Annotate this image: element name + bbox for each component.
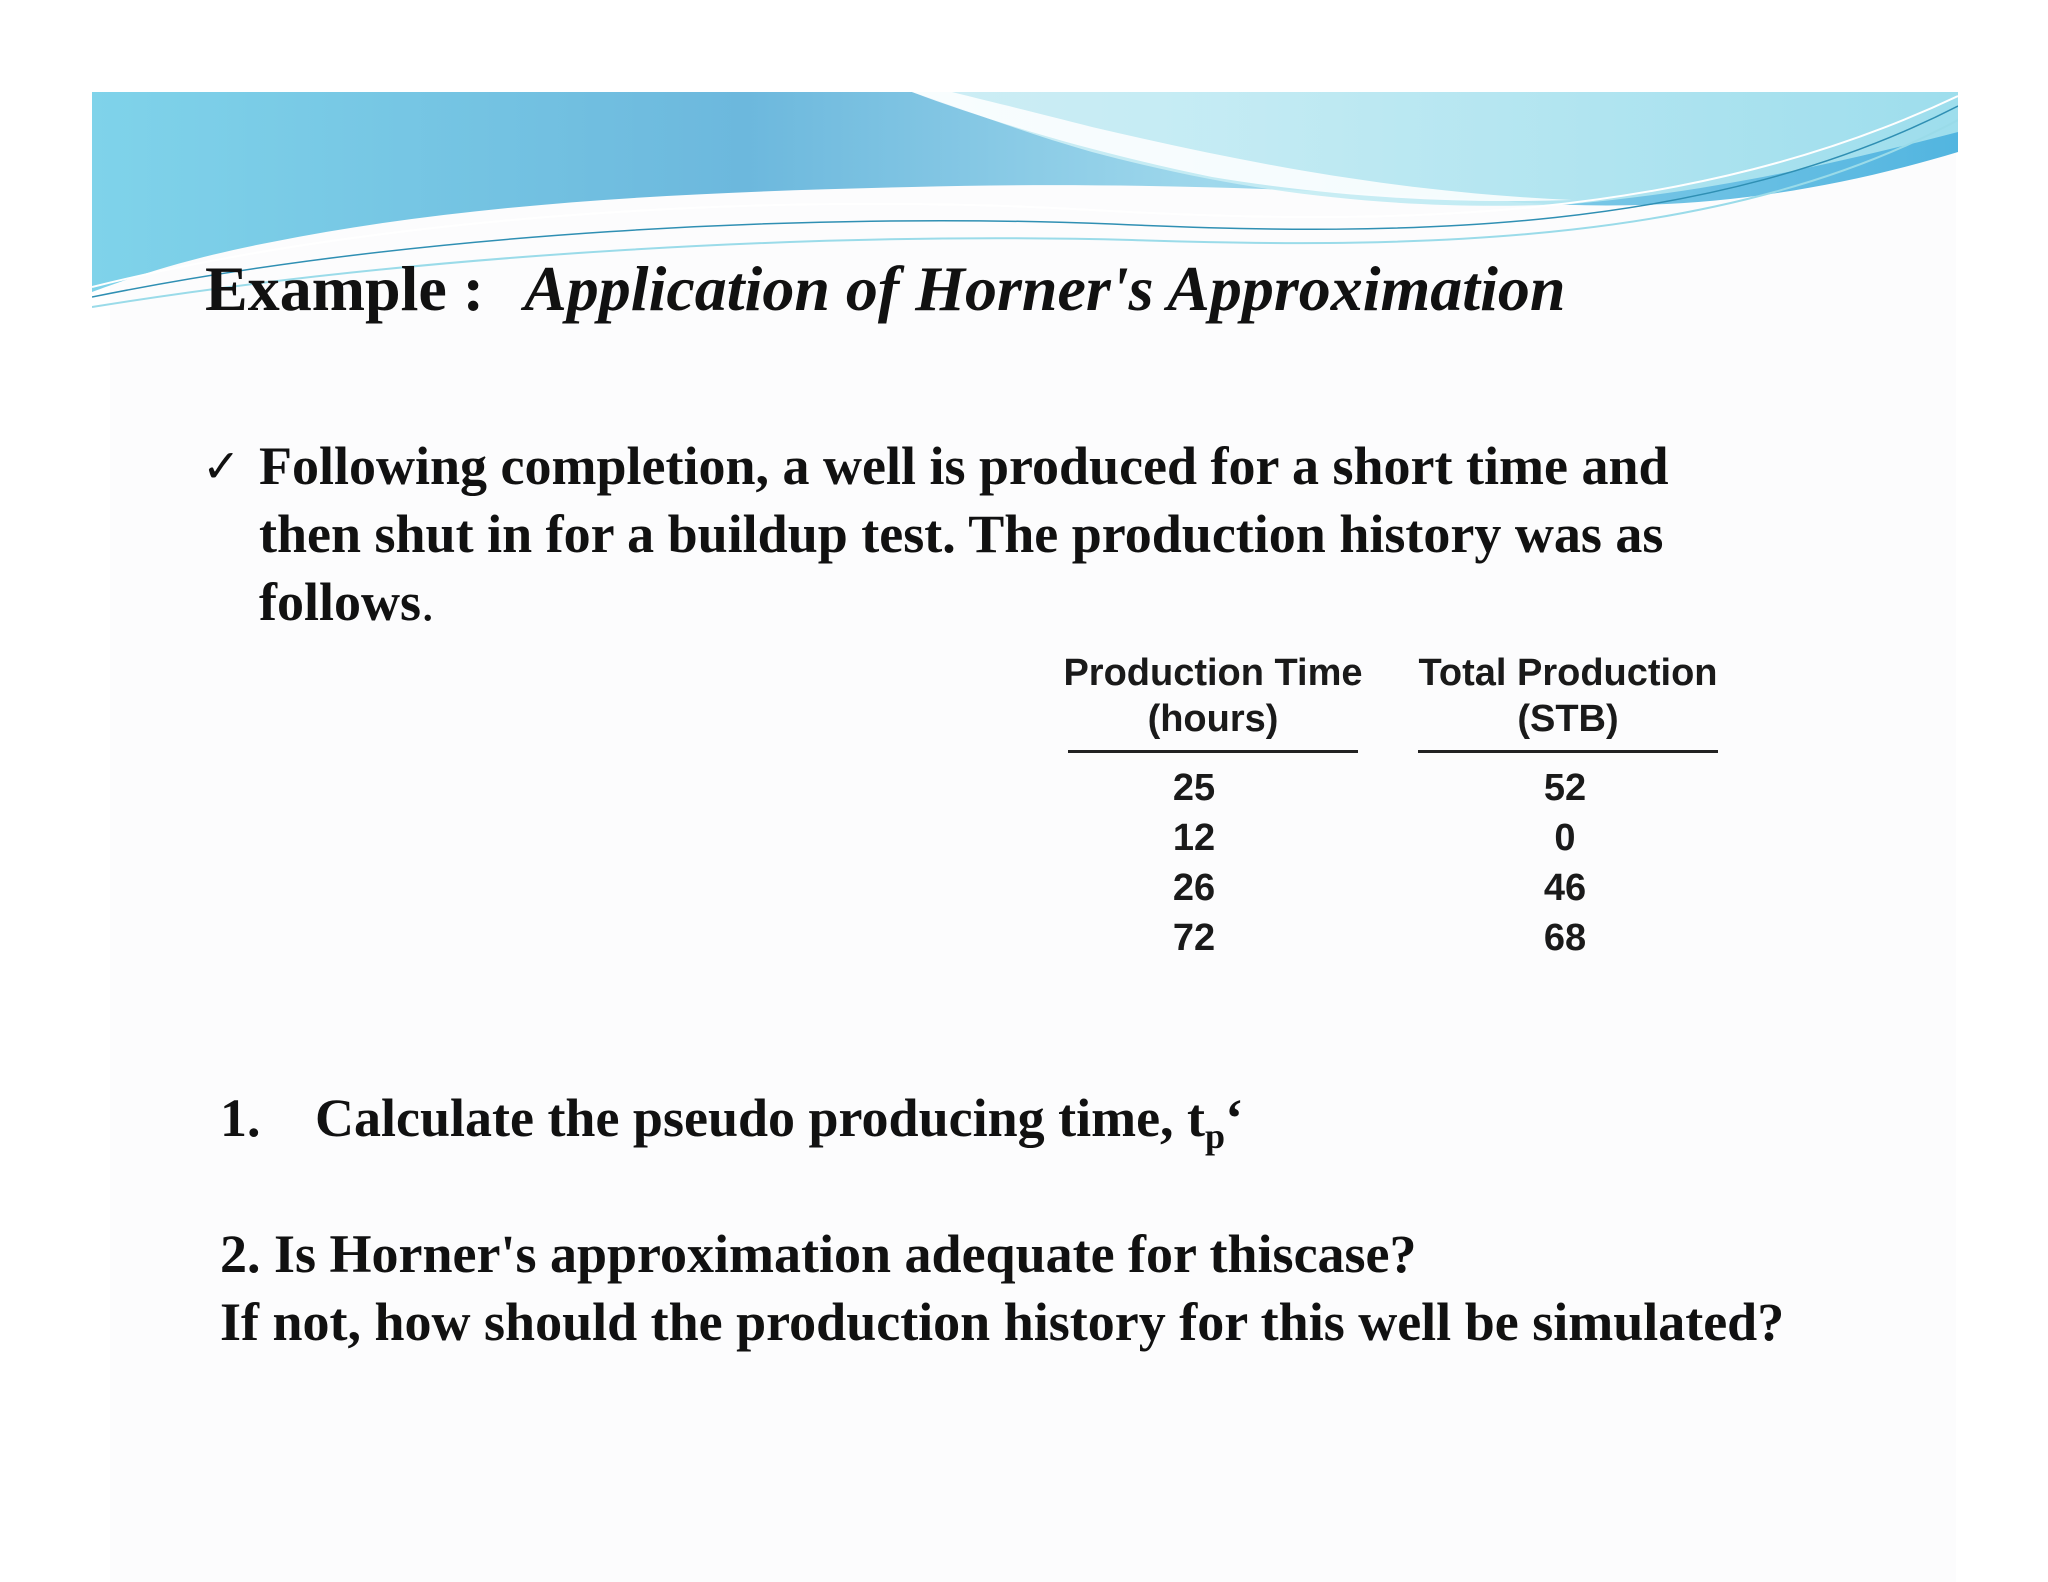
header-total-production: Total Production [1418,652,1718,694]
bullet-text: Following completion, a well is produced for a short time and then shut in for a buildup test. The production history was as follows [259,436,1669,632]
table-cell: 26 [1172,867,1216,909]
title-subtitle: Application of Horner's Approximation [524,253,1566,324]
table-cell: 72 [1172,917,1216,959]
column-total-production [1408,650,1728,963]
bullet-period: . [421,572,435,632]
question-2-line-1: 2. Is Horner's approximation adequate for thiscase? [220,1224,1417,1284]
question-2-line-2: If not, how should the production history for this well be simulated? [220,1292,1785,1352]
header-production-time: Production Time [1063,652,1363,694]
table-cell: 25 [1172,767,1216,809]
question-2 [220,1220,1784,1356]
header-production-time-unit: (hours) [1147,698,1279,740]
question-1-subscript: p [1205,1116,1226,1156]
slide-title [205,253,1566,324]
table-cell: 52 [1543,767,1587,809]
table-cell: 0 [1554,817,1576,859]
table-cell: 12 [1172,817,1216,859]
column-production-time [1058,650,1368,963]
table-cell: 68 [1543,917,1587,959]
header-total-production-unit: (STB) [1517,698,1619,740]
header-rule [1068,750,1358,753]
check-icon: ✓ [202,439,241,493]
question-1-text: Calculate the pseudo producing time, t [315,1088,1206,1148]
title-label: Example : [205,253,485,324]
bullet-text-block [259,432,1762,636]
question-1 [220,1084,1243,1170]
table-cell: 46 [1543,867,1587,909]
bullet-point [202,432,1762,636]
question-1-number: 1. [220,1088,261,1148]
question-1-suffix: ‘ [1225,1088,1244,1148]
header-rule [1418,750,1718,753]
